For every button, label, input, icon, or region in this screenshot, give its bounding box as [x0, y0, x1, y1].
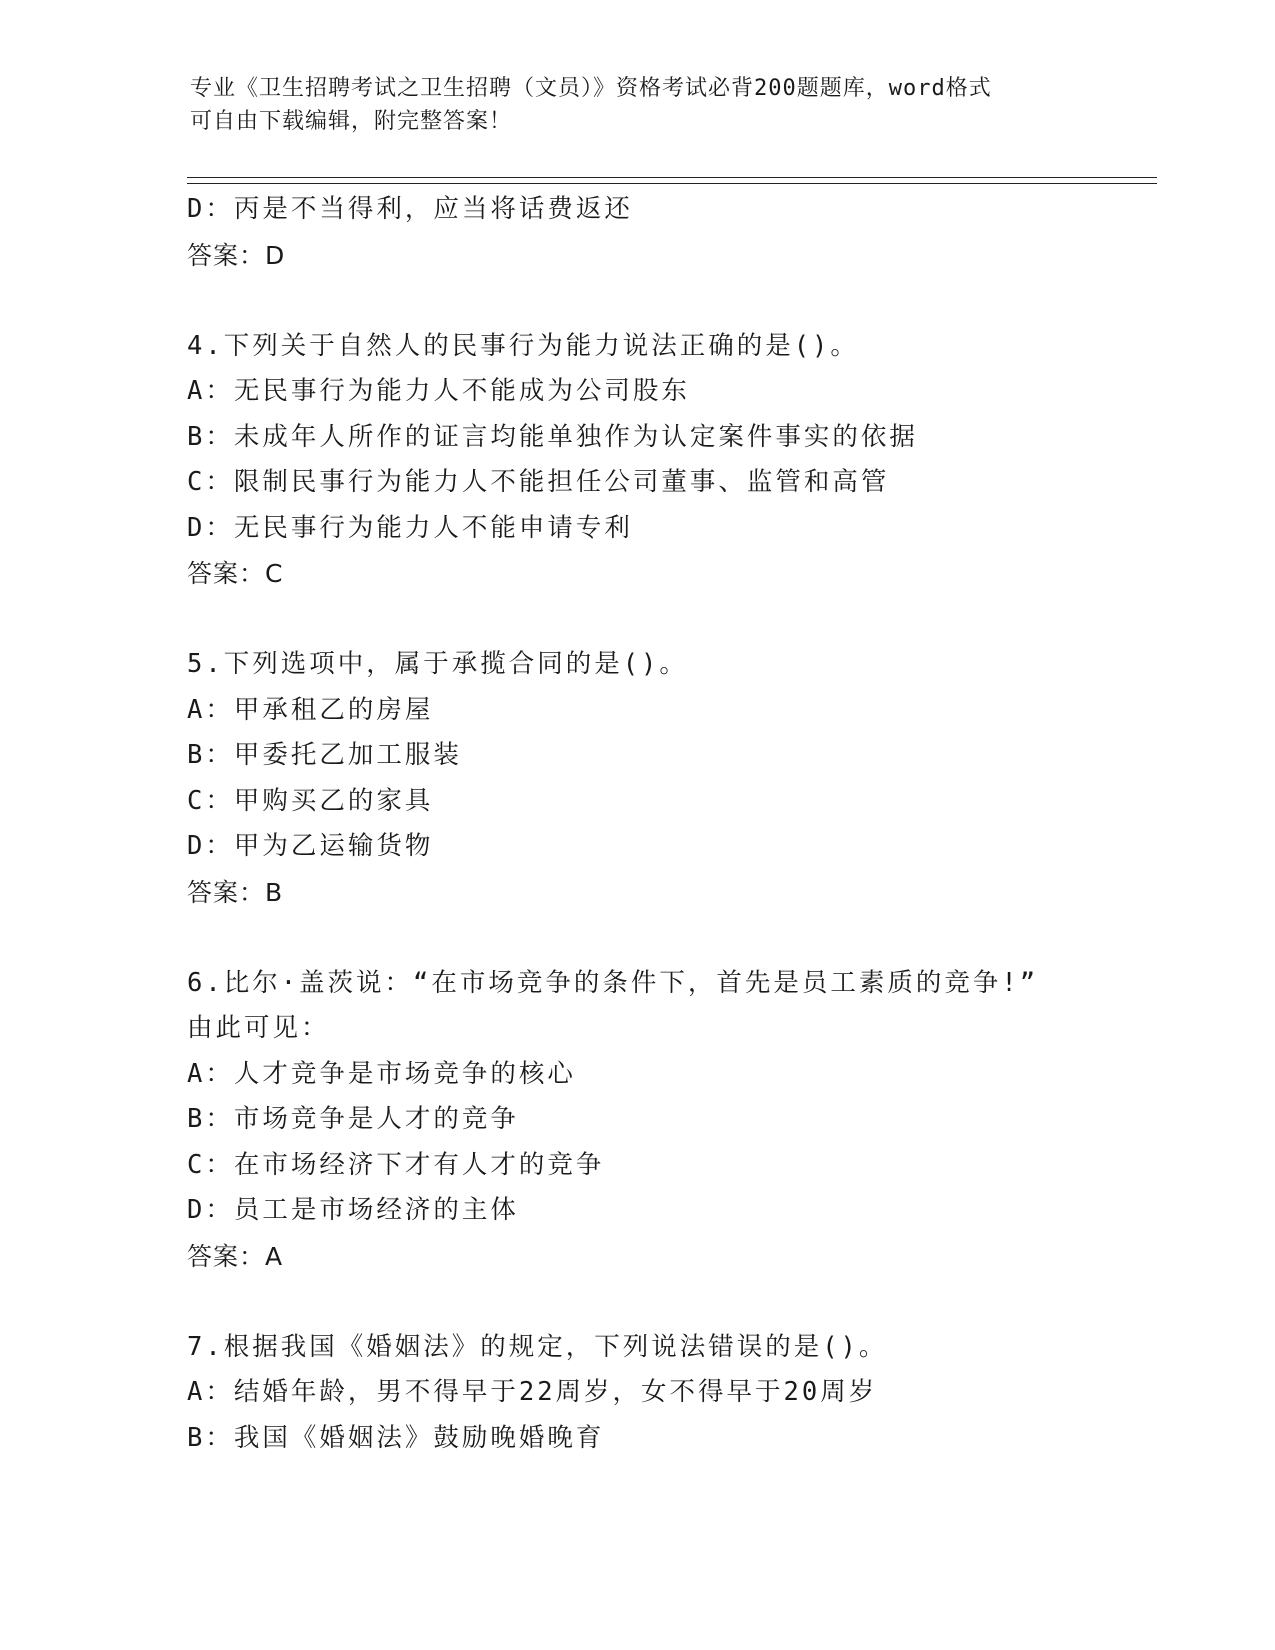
question-stem: 7.根据我国《婚姻法》的规定，下列说法错误的是()。	[187, 1331, 888, 1362]
option-c: C：甲购买乙的家具	[187, 785, 434, 816]
header-rule-top	[187, 177, 1157, 178]
option-d: D：丙是不当得利，应当将话费返还	[187, 194, 633, 224]
option-d: D：无民事行为能力人不能申请专利	[187, 512, 633, 543]
header-line-2: 可自由下载编辑，附完整答案！	[190, 109, 513, 134]
spacer	[187, 597, 1147, 643]
option-b: B：市场竞争是人才的竞争	[187, 1104, 519, 1134]
question-3-tail	[187, 187, 1147, 278]
option-a: A：甲承租乙的房屋	[187, 694, 434, 725]
answer-line: 答案：B	[187, 877, 284, 907]
header-rule-bottom	[187, 183, 1157, 184]
question-5	[187, 642, 1147, 915]
option-d: D：员工是市场经济的主体	[187, 1195, 519, 1225]
option-a: A：无民事行为能力人不能成为公司股东	[187, 376, 690, 406]
document-header	[190, 72, 1070, 138]
question-stem: 6.比尔·盖茨说：“在市场竞争的条件下，首先是员工素质的竞争!”	[187, 967, 1039, 998]
option-b: B：未成年人所作的证言均能单独作为认定案件事实的依据	[187, 421, 918, 452]
answer-line: 答案：A	[187, 1241, 284, 1271]
answer-line: 答案：C	[187, 559, 284, 588]
document-body	[187, 187, 1147, 1461]
question-6	[187, 961, 1147, 1280]
option-a: A：结婚年龄，男不得早于22周岁，女不得早于20周岁	[187, 1377, 878, 1407]
option-b: B：甲委托乙加工服装	[187, 740, 462, 770]
option-c: C：限制民事行为能力人不能担任公司董事、监管和高管	[187, 467, 890, 497]
question-7	[187, 1325, 1147, 1462]
spacer	[187, 1279, 1147, 1325]
question-stem: 4.下列关于自然人的民事行为能力说法正确的是()。	[187, 330, 859, 361]
option-a: A：人才竞争是市场竞争的核心	[187, 1058, 576, 1089]
question-stem: 5.下列选项中，属于承揽合同的是()。	[187, 649, 688, 679]
header-line-1: 专业《卫生招聘考试之卫生招聘（文员）》资格考试必背200题题库，word格式	[190, 76, 992, 101]
option-d: D：甲为乙运输货物	[187, 831, 434, 861]
answer-line: 答案：D	[187, 240, 286, 270]
question-4	[187, 324, 1147, 597]
option-c: C：在市场经济下才有人才的竞争	[187, 1149, 605, 1180]
spacer	[187, 915, 1147, 961]
spacer	[187, 278, 1147, 324]
question-stem-continued: 由此可见：	[187, 1013, 330, 1043]
option-b: B：我国《婚姻法》鼓励晚婚晚育	[187, 1422, 605, 1453]
